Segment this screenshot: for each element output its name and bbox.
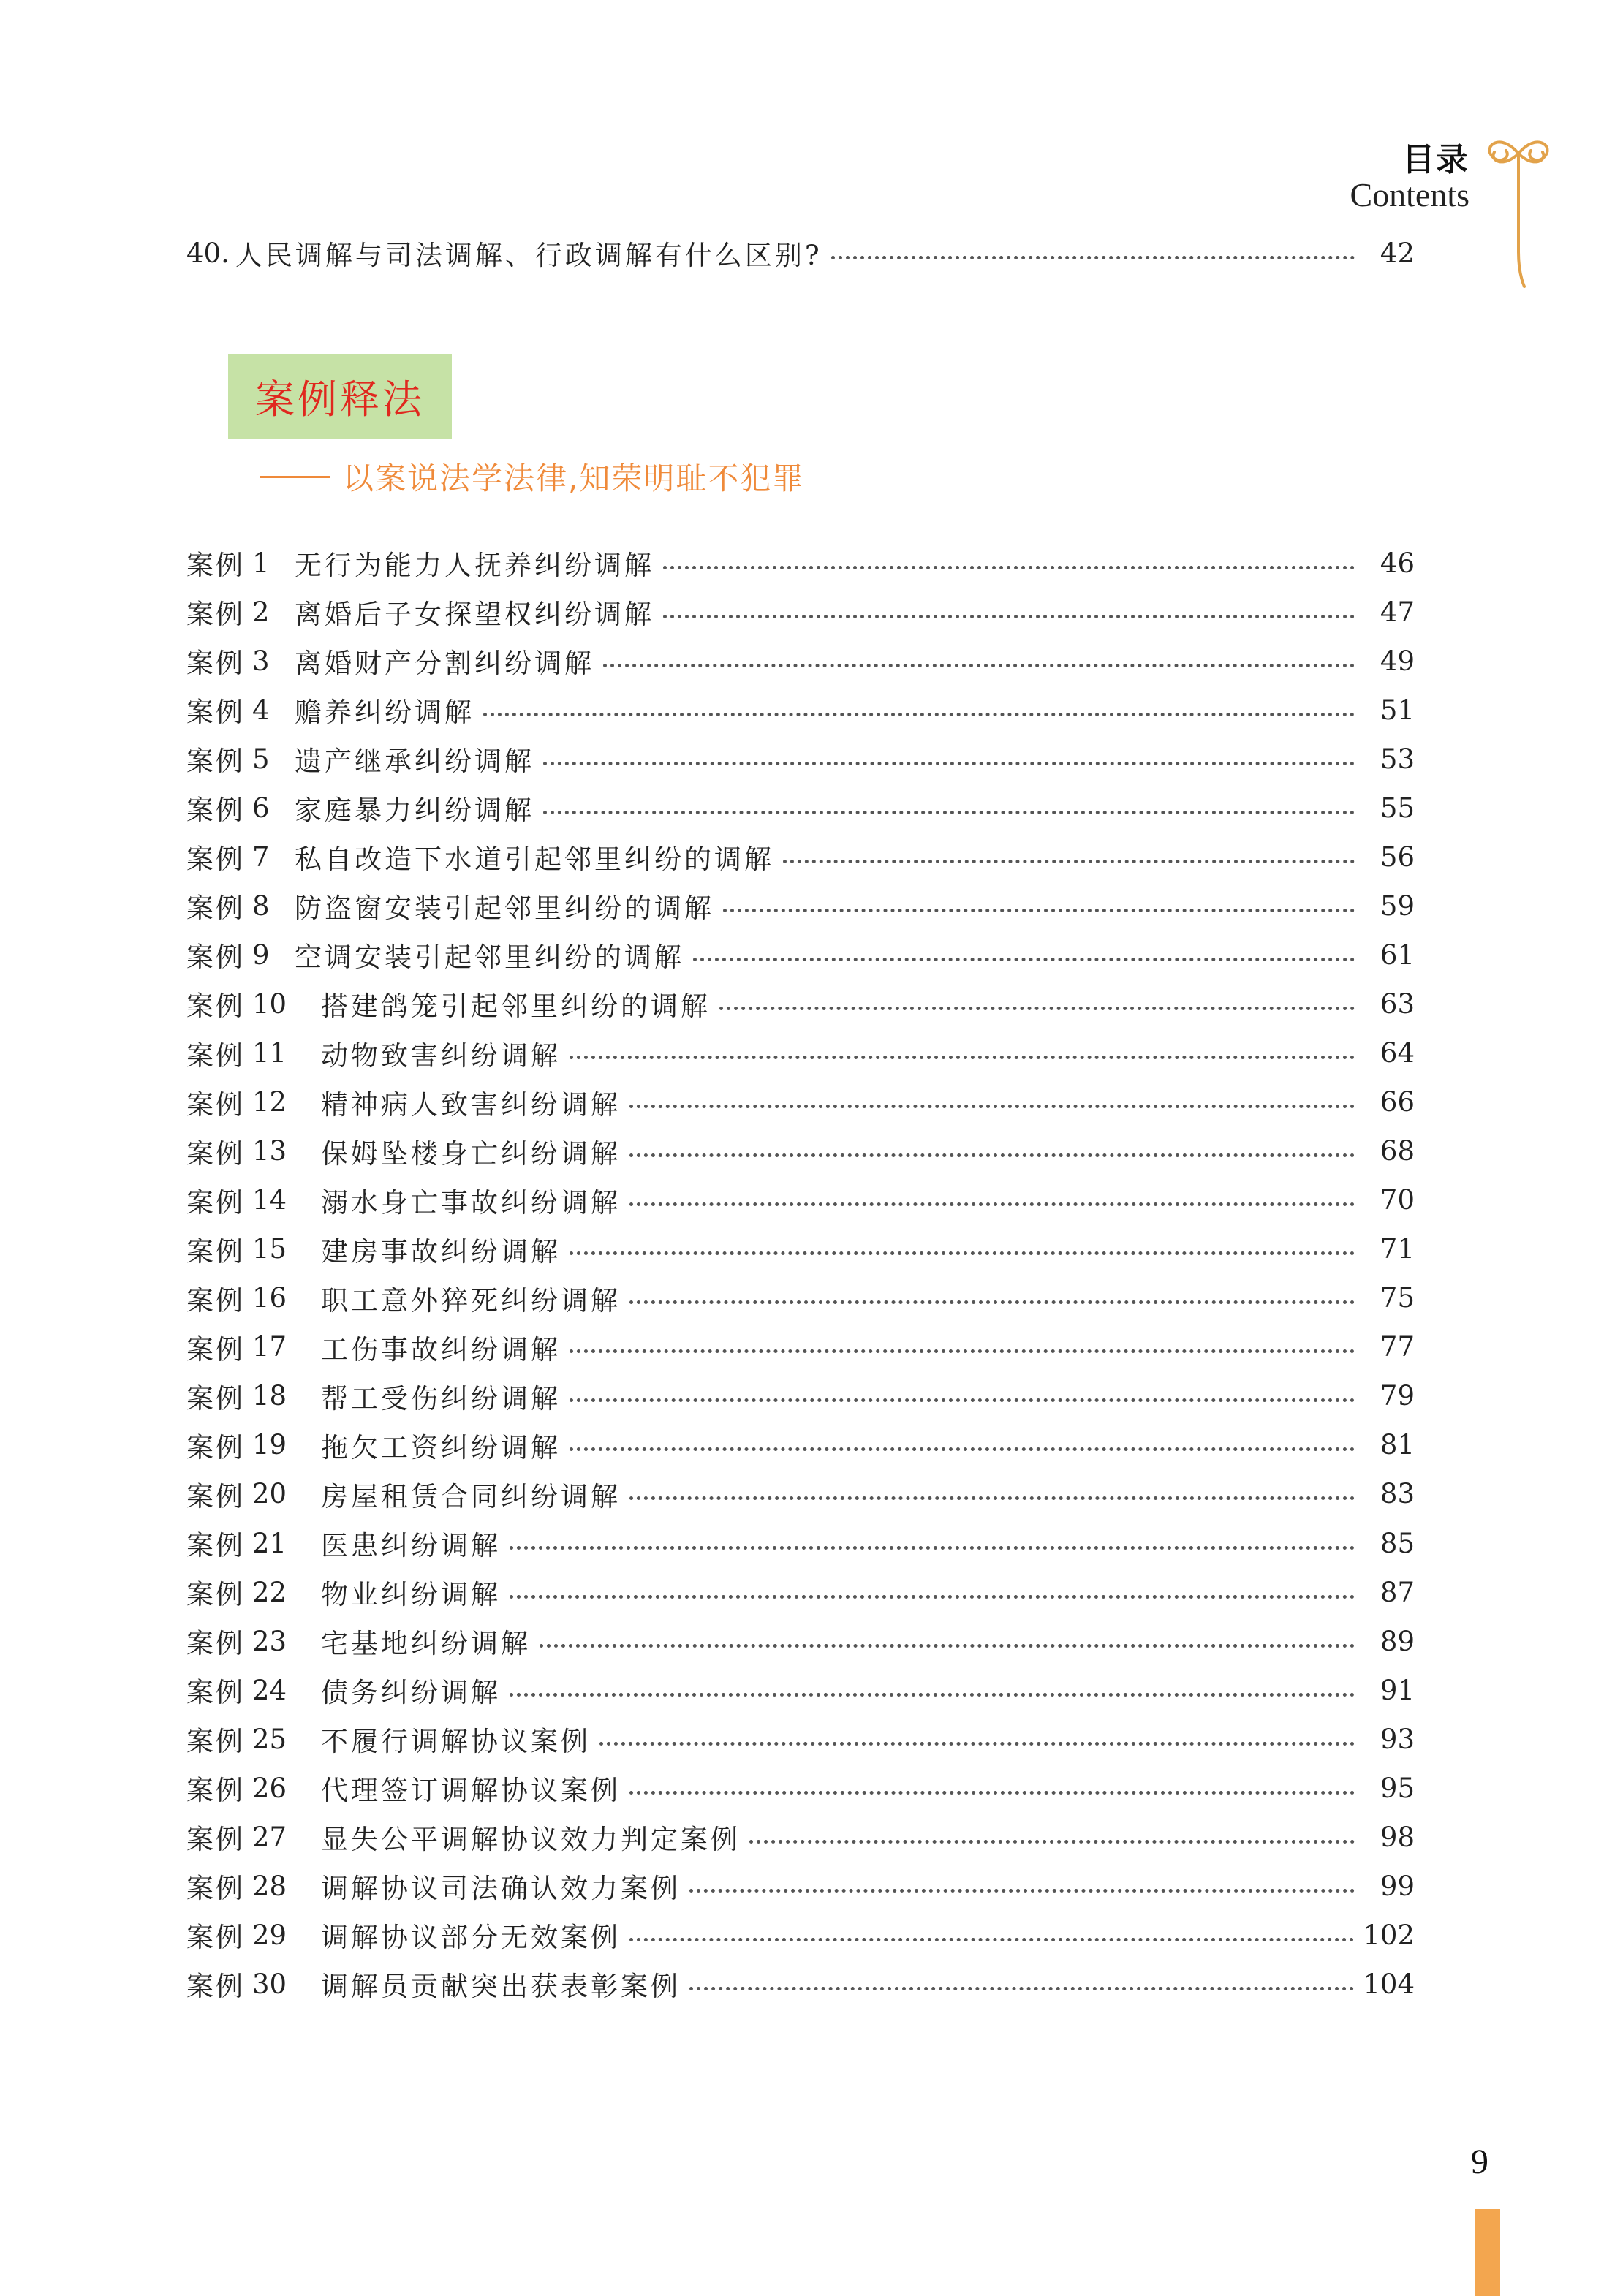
toc-entry-case-8[interactable] (186, 882, 1415, 930)
section-subtitle: 以案说法学法律,知荣明耻不犯罪 (343, 461, 805, 496)
case-number: 19 (252, 1429, 287, 1461)
toc-entry-case-27[interactable] (186, 1813, 1415, 1861)
toc-entry-case-21[interactable] (186, 1519, 1415, 1567)
toc-entry-case-7[interactable] (186, 833, 1415, 881)
dot-leader (693, 958, 1355, 961)
toc-entry-case-22[interactable] (186, 1568, 1415, 1616)
case-label: 案例 (186, 1088, 245, 1121)
dot-leader (599, 1742, 1355, 1746)
toc-entry-case-20[interactable] (186, 1470, 1415, 1518)
case-number: 30 (252, 1968, 287, 2000)
case-page: 55 (1380, 792, 1415, 824)
dot-leader (629, 1202, 1355, 1206)
page-tab (1475, 2209, 1500, 2296)
case-label: 案例 (186, 1333, 245, 1365)
case-title: 显失公平调解协议效力判定案例 (321, 1824, 741, 1856)
case-label: 案例 (186, 1137, 245, 1170)
toc-entry-case-15[interactable] (186, 1225, 1415, 1273)
case-title: 调解协议司法确认效力案例 (321, 1873, 681, 1905)
case-page: 91 (1380, 1674, 1415, 1706)
case-number: 18 (252, 1380, 287, 1412)
toc-entry-case-16[interactable] (186, 1274, 1415, 1322)
case-title: 拖欠工资纠纷调解 (321, 1431, 561, 1463)
case-label: 案例 (186, 1677, 245, 1709)
toc-entry-case-17[interactable] (186, 1323, 1415, 1371)
case-number: 14 (252, 1184, 287, 1216)
dot-leader (629, 1300, 1355, 1304)
case-title: 调解协议部分无效案例 (321, 1922, 621, 1954)
dash-line (260, 476, 330, 478)
dot-leader (510, 1546, 1355, 1550)
toc-entry-case-4[interactable] (186, 686, 1415, 734)
section-heading: 案例释法 (228, 354, 452, 439)
case-label: 案例 (186, 990, 245, 1023)
toc-entry-40[interactable] (186, 229, 1415, 277)
case-page: 102 (1363, 1919, 1415, 1951)
case-number: 25 (252, 1723, 287, 1755)
case-title: 调解员贡献突出获表彰案例 (321, 1971, 681, 2003)
case-page: 66 (1380, 1086, 1415, 1118)
case-label: 案例 (186, 795, 245, 827)
case-label: 案例 (186, 1579, 245, 1611)
dot-leader (663, 615, 1355, 618)
case-number: 4 (252, 694, 270, 726)
case-number: 16 (252, 1282, 287, 1314)
dot-leader (719, 1007, 1355, 1010)
case-title: 遗产继承纠纷调解 (295, 746, 534, 778)
case-title: 帮工受伤纠纷调解 (321, 1382, 561, 1414)
toc-entry-case-29[interactable] (186, 1911, 1415, 1959)
case-page: 81 (1380, 1429, 1415, 1461)
case-number: 12 (252, 1086, 287, 1118)
case-title: 私自改造下水道引起邻里纠纷的调解 (295, 844, 774, 876)
case-page: 79 (1380, 1380, 1415, 1412)
dot-leader (663, 566, 1355, 569)
case-label: 案例 (186, 1824, 245, 1856)
case-title: 无行为能力人抚养纠纷调解 (295, 550, 654, 581)
case-title: 家庭暴力纠纷调解 (295, 795, 534, 827)
case-number: 24 (252, 1674, 287, 1706)
case-page: 61 (1380, 939, 1415, 971)
case-title: 离婚财产分割纠纷调解 (295, 648, 594, 680)
dot-leader (831, 256, 1355, 259)
case-title: 防盗窗安装引起邻里纠纷的调解 (295, 893, 714, 925)
case-title: 房屋租赁合同纠纷调解 (321, 1480, 621, 1512)
case-number: 29 (252, 1919, 287, 1951)
toc-entry-case-11[interactable] (186, 1029, 1415, 1077)
case-number: 10 (252, 988, 287, 1020)
case-number: 11 (252, 1037, 287, 1069)
case-page: 71 (1380, 1233, 1415, 1265)
toc-entry-case-9[interactable] (186, 931, 1415, 979)
case-label: 案例 (186, 1039, 245, 1072)
case-page: 104 (1363, 1968, 1415, 2000)
case-number: 5 (252, 743, 270, 775)
toc-entry-case-24[interactable] (186, 1666, 1415, 1714)
dot-leader (629, 1153, 1355, 1157)
case-title: 溺水身亡事故纠纷调解 (321, 1186, 621, 1219)
toc-entry-case-1[interactable] (186, 539, 1415, 587)
case-title: 空调安装引起邻里纠纷的调解 (295, 941, 684, 974)
case-title: 宅基地纠纷调解 (321, 1628, 531, 1660)
dot-leader (629, 1496, 1355, 1500)
entry-title: 人民调解与司法调解、行政调解有什么区别? (235, 240, 822, 271)
case-label: 案例 (186, 1284, 245, 1316)
dot-leader (540, 1644, 1355, 1648)
dot-leader (629, 1105, 1355, 1108)
dot-leader (603, 664, 1355, 667)
case-title: 建房事故纠纷调解 (321, 1235, 561, 1268)
case-title: 离婚后子女探望权纠纷调解 (295, 599, 654, 631)
case-label: 案例 (186, 893, 245, 925)
case-label: 案例 (186, 1431, 245, 1463)
case-label: 案例 (186, 844, 245, 876)
case-number: 2 (252, 596, 270, 628)
dot-leader (543, 811, 1355, 814)
case-number: 21 (252, 1527, 287, 1559)
dot-leader (570, 1056, 1355, 1059)
case-label: 案例 (186, 1530, 245, 1561)
case-page: 75 (1380, 1282, 1415, 1314)
case-number: 28 (252, 1870, 287, 1902)
case-page: 85 (1380, 1527, 1415, 1559)
case-title: 不履行调解协议案例 (321, 1726, 591, 1758)
dot-leader (510, 1595, 1355, 1599)
dot-leader (570, 1349, 1355, 1353)
toc-entry-case-30[interactable] (186, 1960, 1415, 2008)
case-number: 7 (252, 841, 270, 873)
case-label: 案例 (186, 1186, 245, 1219)
case-title: 精神病人致害纠纷调解 (321, 1088, 621, 1121)
case-page: 68 (1380, 1135, 1415, 1167)
case-number: 27 (252, 1821, 287, 1853)
toc-entry-case-2[interactable] (186, 588, 1415, 636)
case-number: 1 (252, 547, 270, 579)
dot-leader (629, 1791, 1355, 1795)
case-label: 案例 (186, 941, 245, 974)
case-number: 20 (252, 1478, 287, 1510)
toc-entry-case-14[interactable] (186, 1176, 1415, 1224)
case-page: 49 (1380, 645, 1415, 677)
case-page: 64 (1380, 1037, 1415, 1069)
dot-leader (689, 1889, 1355, 1893)
entry-number: 40. (186, 237, 230, 269)
toc-entry-case-23[interactable] (186, 1617, 1415, 1665)
case-title: 保姆坠楼身亡纠纷调解 (321, 1137, 621, 1170)
case-title: 动物致害纠纷调解 (321, 1039, 561, 1072)
dot-leader (723, 909, 1355, 912)
case-number: 9 (252, 939, 270, 971)
case-page: 89 (1380, 1625, 1415, 1657)
toc-entry-case-28[interactable] (186, 1862, 1415, 1910)
case-title: 赡养纠纷调解 (295, 697, 474, 729)
case-label: 案例 (186, 1382, 245, 1414)
toc-entry-case-3[interactable] (186, 637, 1415, 685)
case-label: 案例 (186, 1726, 245, 1758)
case-page: 59 (1380, 890, 1415, 922)
case-label: 案例 (186, 1628, 245, 1660)
case-label: 案例 (186, 697, 245, 729)
section-subtitle-row (260, 455, 804, 499)
toc-entry-case-6[interactable] (186, 784, 1415, 832)
case-label: 案例 (186, 1971, 245, 2003)
toc-entry-case-26[interactable] (186, 1764, 1415, 1812)
toc-entry-case-19[interactable] (186, 1421, 1415, 1469)
case-title: 医患纠纷调解 (321, 1530, 501, 1561)
dot-leader (570, 1251, 1355, 1255)
dot-leader (570, 1398, 1355, 1402)
case-label: 案例 (186, 599, 245, 631)
dot-leader (543, 762, 1355, 765)
toc-entry-case-18[interactable] (186, 1372, 1415, 1420)
toc-entry-case-5[interactable] (186, 735, 1415, 783)
dot-leader (689, 1987, 1354, 1990)
case-label: 案例 (186, 1235, 245, 1268)
case-number: 8 (252, 890, 270, 922)
toc-entry-case-13[interactable] (186, 1127, 1415, 1175)
case-label: 案例 (186, 746, 245, 778)
case-page: 70 (1380, 1184, 1415, 1216)
toc-entry-case-12[interactable] (186, 1078, 1415, 1126)
case-label: 案例 (186, 648, 245, 680)
dot-leader (510, 1693, 1355, 1697)
case-page: 99 (1380, 1870, 1415, 1902)
case-title: 搭建鸽笼引起邻里纠纷的调解 (321, 990, 711, 1023)
case-number: 6 (252, 792, 270, 824)
case-number: 26 (252, 1772, 287, 1804)
dot-leader (629, 1938, 1354, 1941)
entry-page: 42 (1380, 237, 1415, 269)
case-number: 3 (252, 645, 270, 677)
case-title: 债务纠纷调解 (321, 1677, 501, 1709)
case-page: 87 (1380, 1576, 1415, 1608)
case-label: 案例 (186, 1922, 245, 1954)
toc-entry-case-10[interactable] (186, 980, 1415, 1028)
case-page: 77 (1380, 1331, 1415, 1363)
case-label: 案例 (186, 1775, 245, 1807)
case-page: 47 (1380, 596, 1415, 628)
case-title: 代理签订调解协议案例 (321, 1775, 621, 1807)
dot-leader (570, 1447, 1355, 1451)
case-number: 17 (252, 1331, 287, 1363)
dot-leader (483, 713, 1355, 716)
case-title: 物业纠纷调解 (321, 1579, 501, 1611)
case-page: 56 (1380, 841, 1415, 873)
case-page: 93 (1380, 1723, 1415, 1755)
case-page: 51 (1380, 694, 1415, 726)
case-number: 22 (252, 1576, 287, 1608)
case-page: 53 (1380, 743, 1415, 775)
case-page: 95 (1380, 1772, 1415, 1804)
case-title: 职工意外猝死纠纷调解 (321, 1284, 621, 1316)
case-page: 83 (1380, 1478, 1415, 1510)
case-page: 46 (1380, 547, 1415, 579)
case-number: 23 (252, 1625, 287, 1657)
toc-header-title: 目录 (1402, 141, 1469, 178)
toc-header-subtitle: Contents (1350, 176, 1469, 213)
case-number: 13 (252, 1135, 287, 1167)
case-title: 工伤事故纠纷调解 (321, 1333, 561, 1365)
dot-leader (783, 860, 1355, 863)
case-label: 案例 (186, 1873, 245, 1905)
case-label: 案例 (186, 550, 245, 581)
case-number: 15 (252, 1233, 287, 1265)
page-number: 9 (1471, 2142, 1488, 2181)
case-page: 63 (1380, 988, 1415, 1020)
scroll-ornament-icon (1478, 124, 1559, 292)
dot-leader (749, 1840, 1355, 1844)
case-page: 98 (1380, 1821, 1415, 1853)
toc-entry-case-25[interactable] (186, 1715, 1415, 1763)
case-label: 案例 (186, 1480, 245, 1512)
